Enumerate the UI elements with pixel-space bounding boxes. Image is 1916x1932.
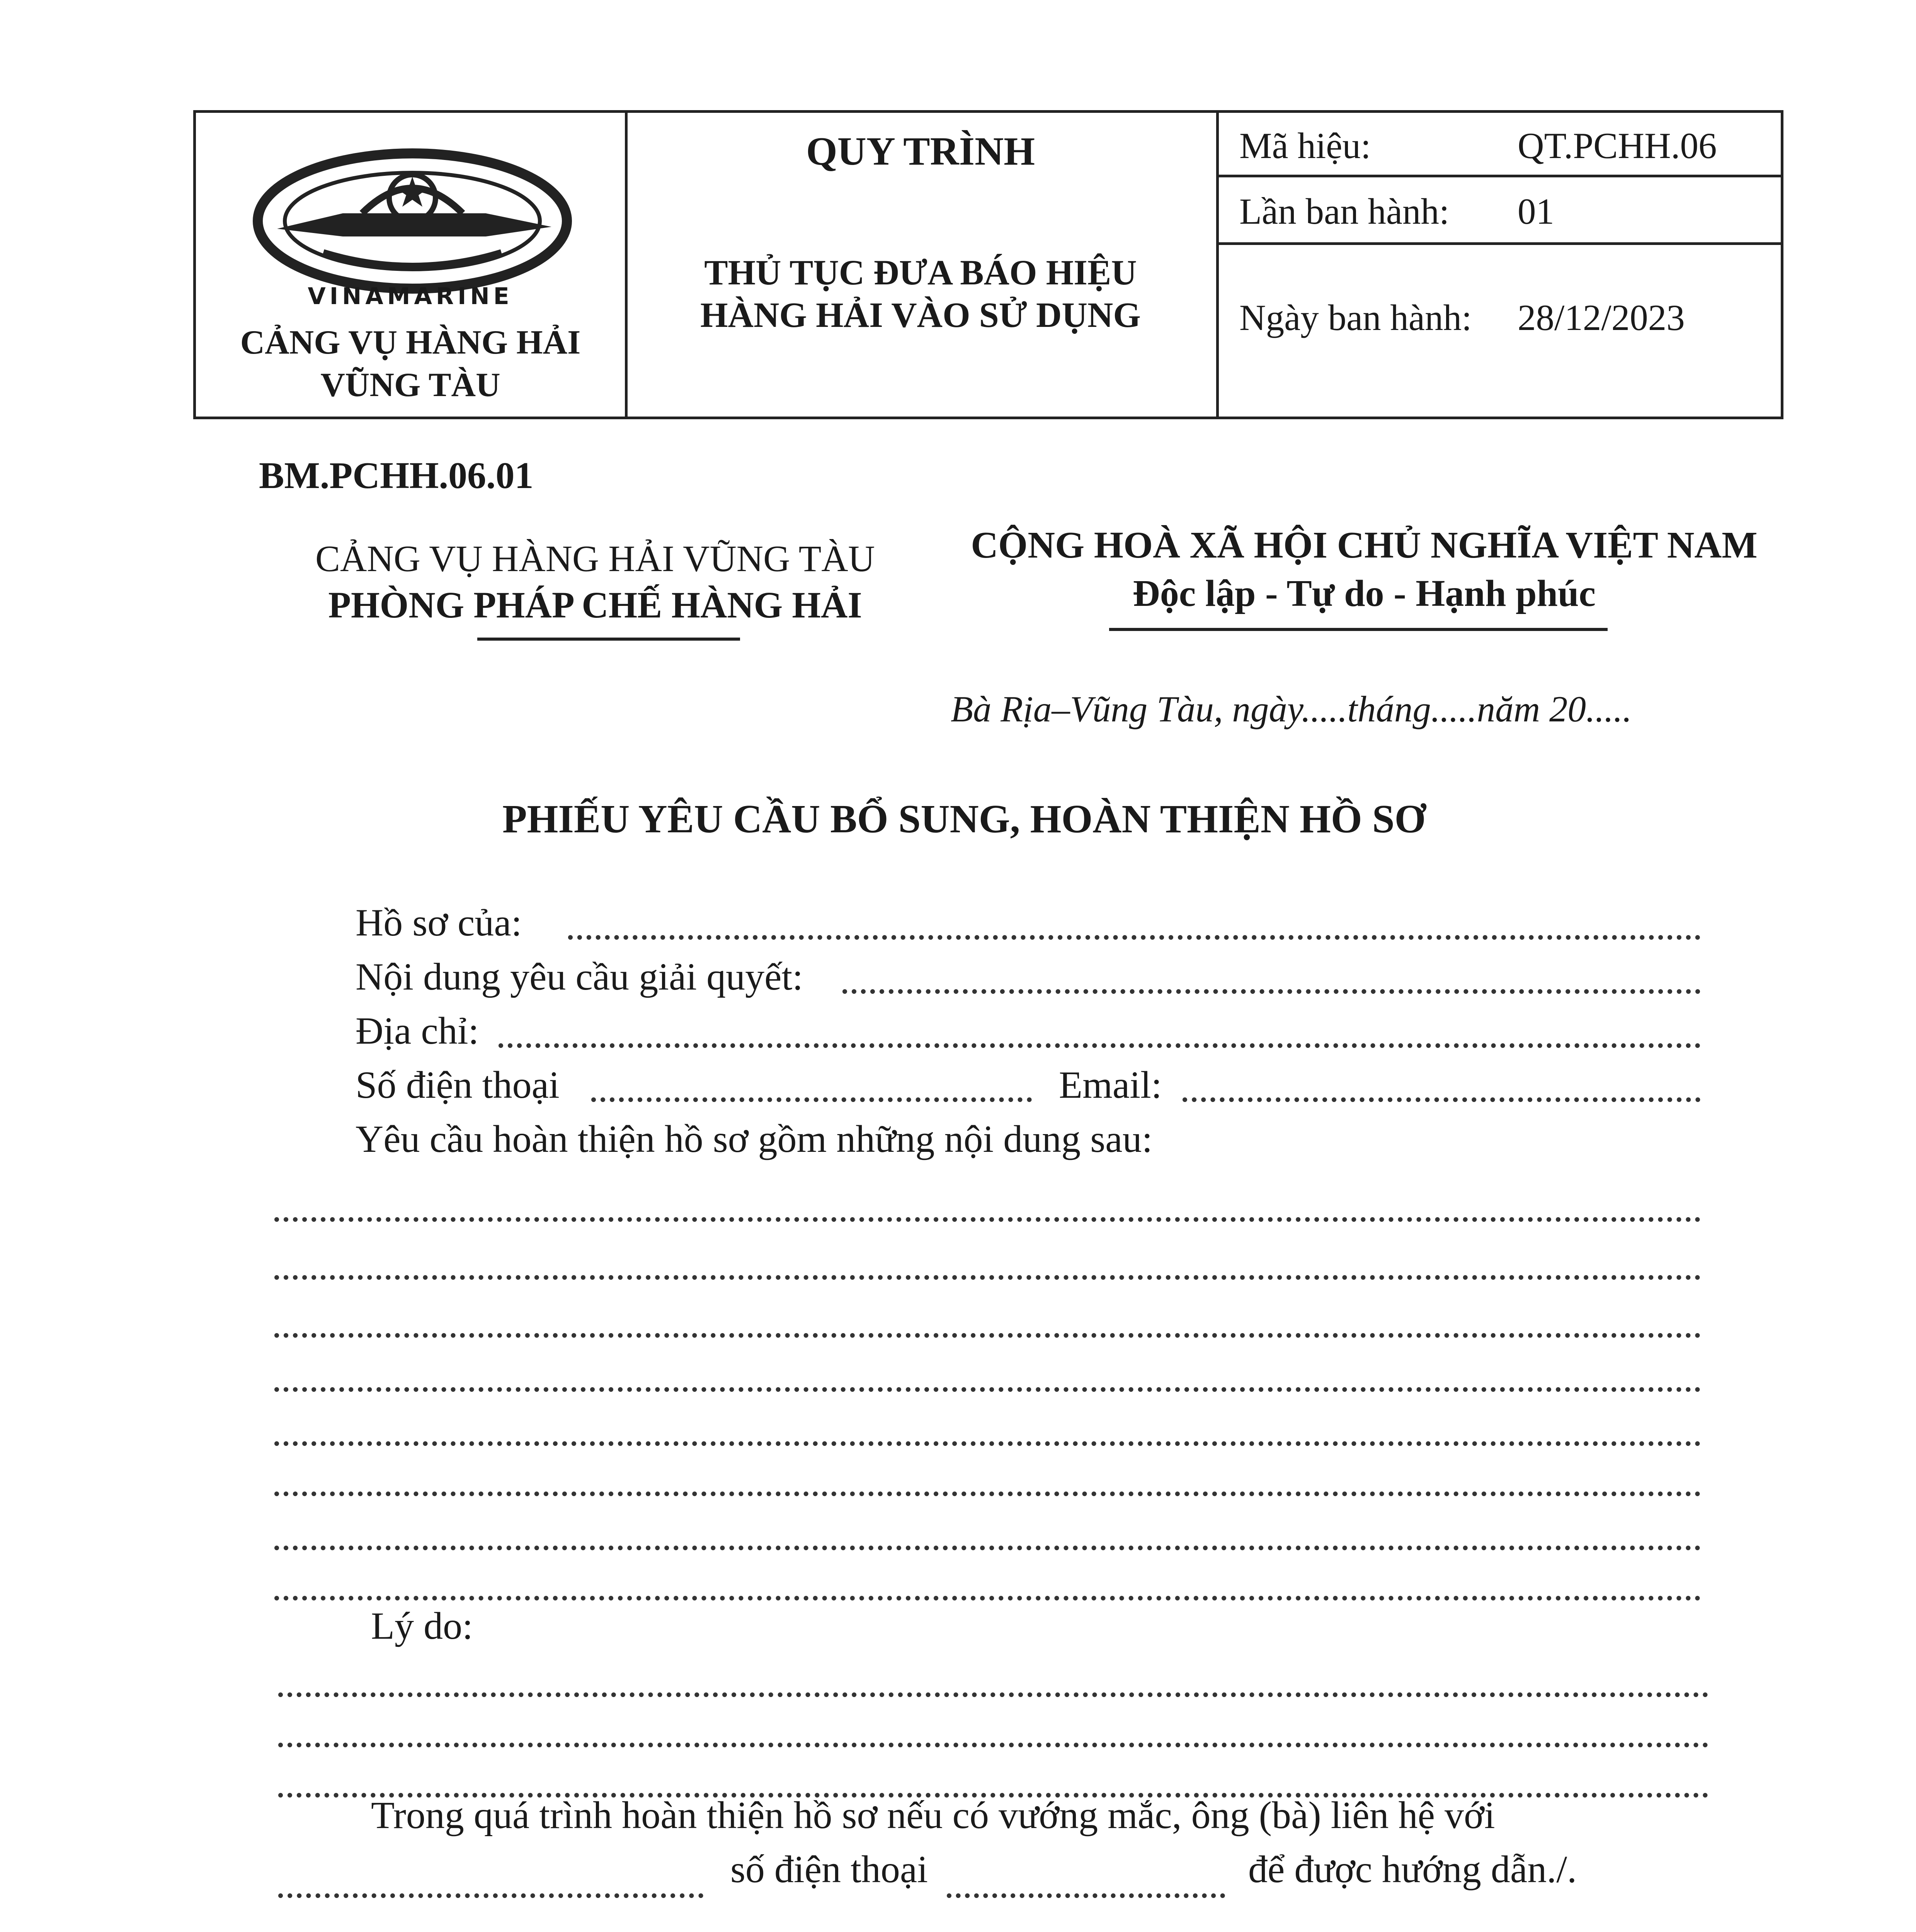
header-row-line-1 [1219,175,1781,177]
completion-line[interactable] [274,1492,1700,1496]
request-content-field[interactable] [842,989,1700,994]
address-label: Địa chỉ: [356,1009,479,1052]
email-field[interactable] [1183,1097,1700,1102]
issue-date-value: 28/12/2023 [1518,297,1685,338]
completion-line[interactable] [274,1596,1700,1600]
code-value: QT.PCHH.06 [1518,125,1717,166]
logo-cell [196,113,625,417]
document-type: QUY TRÌNH [806,129,1035,173]
logo-text: VINAMARINE [308,283,513,310]
email-label: Email: [1059,1063,1162,1106]
contact-text: Trong quá trình hoàn thiện hồ sơ nếu có vướng mắc, ông (bà) liên hệ với [371,1794,1495,1837]
department-name: PHÒNG PHÁP CHẾ HÀNG HẢI [328,584,862,626]
completion-line[interactable] [274,1275,1700,1280]
contact-phone-label: số điện thoại [730,1848,928,1891]
completion-intro: Yêu cầu hoàn thiện hồ sơ gồm những nội dung sau: [356,1117,1153,1160]
phone-label: Số điện thoại [356,1063,560,1106]
contact-person-field[interactable] [278,1893,703,1898]
issue-date-label: Ngày ban hành: [1239,297,1472,338]
applicant-label: Hồ sơ của: [356,901,522,944]
department-underline [477,638,740,641]
agency-name-line2: VŨNG TÀU [320,366,500,404]
place-date: Bà Rịa–Vũng Tàu, ngày.....tháng.....năm 20..... [951,689,1632,730]
request-content-label: Nội dung yêu cầu giải quyết: [356,955,803,998]
header-row-line-2 [1219,242,1781,245]
national-motto: Độc lập - Tự do - Hạnh phúc [1133,573,1596,614]
completion-line[interactable] [274,1333,1700,1338]
form-title: PHIẾU YÊU CẦU BỔ SUNG, HOÀN THIỆN HỒ SƠ [502,797,1426,841]
contact-ending: để được hướng dẫn./. [1248,1848,1577,1891]
code-label: Mã hiệu: [1239,125,1371,166]
completion-line[interactable] [274,1387,1700,1392]
edition-value: 01 [1518,191,1554,232]
completion-line[interactable] [274,1546,1700,1550]
phone-field[interactable] [591,1097,1032,1102]
header-table [193,110,1783,419]
reason-line[interactable] [278,1692,1708,1697]
address-field[interactable] [499,1043,1700,1048]
contact-phone-field[interactable] [947,1893,1225,1898]
procedure-title-line2: HÀNG HẢI VÀO SỬ DỤNG [700,295,1141,335]
reason-line[interactable] [278,1743,1708,1747]
procedure-title-line1: THỦ TỤC ĐƯA BÁO HIỆU [704,253,1137,292]
vinamarine-logo [246,140,579,302]
applicant-field[interactable] [568,935,1700,940]
national-title: CỘNG HOÀ XÃ HỘI CHỦ NGHĨA VIỆT NAM [971,524,1758,566]
agency-name-line1: CẢNG VỤ HÀNG HẢI [240,324,581,361]
completion-line[interactable] [274,1217,1700,1222]
edition-label: Lần ban hành: [1239,191,1450,232]
header-divider-2 [1216,113,1219,417]
motto-underline [1109,628,1608,631]
form-code: BM.PCHH.06.01 [259,455,534,497]
completion-line[interactable] [274,1441,1700,1446]
reason-label: Lý do: [371,1604,473,1647]
org-name: CẢNG VỤ HÀNG HẢI VŨNG TÀU [315,538,875,579]
